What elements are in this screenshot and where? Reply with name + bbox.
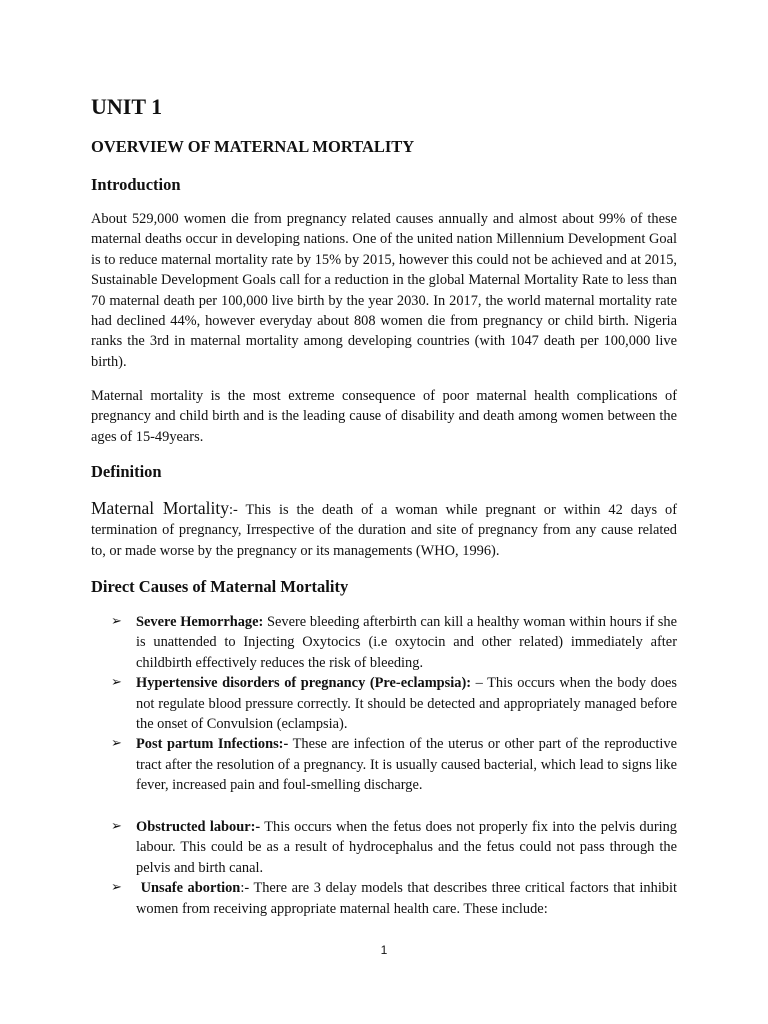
cause-term: Obstructed labour:- bbox=[136, 819, 261, 835]
arrow-bullet-icon: ➢ bbox=[111, 736, 122, 752]
unit-title: UNIT 1 bbox=[91, 94, 163, 119]
cause-term: Unsafe abortion bbox=[140, 880, 241, 897]
arrow-bullet-icon: ➢ bbox=[111, 675, 122, 691]
list-item bbox=[91, 817, 677, 878]
definition-heading: Definition bbox=[91, 462, 162, 481]
causes-list-part-2 bbox=[91, 817, 677, 919]
direct-causes-heading: Direct Causes of Maternal Mortality bbox=[91, 577, 349, 596]
cause-term: Severe Hemorrhage: bbox=[136, 614, 264, 630]
cause-text: Severe bleeding afterbirth can kill a healthy woman within hours if she is unattended to Injecting Oxytocics (i.e oxytocin and other related) immediately after childbirth effectively reduces the risk of bleeding. bbox=[136, 614, 677, 671]
list-item bbox=[91, 734, 677, 795]
introduction-heading: Introduction bbox=[91, 175, 181, 194]
cause-text: :- There are 3 delay models that describes three critical factors that inhibit women from receiving appropriate maternal health care. These include: bbox=[136, 880, 678, 917]
cause-term: Hypertensive disorders of pregnancy (Pre-eclampsia): bbox=[136, 675, 472, 692]
arrow-bullet-icon: ➢ bbox=[111, 614, 122, 629]
arrow-bullet-icon: ➢ bbox=[111, 880, 122, 896]
introduction-paragraph-1: About 529,000 women die from pregnancy related causes annually and almost about 99% of these maternal deaths occur in developing nations. One of the united nation Millennium Development Goal is to reduce maternal mortality rate by 15% by 2015, however this could not be achieved and at 2015, Sustainable Development Goals call for a reduction in the global Maternal Mortality Rate to less than 70 maternal death per 100,000 live birth by the year 2030. In 2017, the world maternal mortality rate had declined 44%, however everyday about 808 women die from pregnancy or child birth. Nigeria ranks the 3rd in maternal mortality among developing countries (with 1047 death per 100,000 live birth). bbox=[91, 211, 677, 370]
list-item bbox=[91, 612, 677, 673]
definition-text: :- This is the death of a woman while pregnant or within 42 days of termination of pregnancy, Irrespective of the duration and site of pregnancy from any cause related to, or made worse by the pregnancy or its managements (WHO, 1996). bbox=[91, 502, 677, 559]
list-item bbox=[91, 673, 677, 734]
causes-list-part-1 bbox=[91, 612, 677, 796]
introduction-paragraph-2: Maternal mortality is the most extreme consequence of poor maternal health complications of pregnancy and child birth and is the leading cause of disability and death among women between the ages of 15-49years. bbox=[91, 388, 677, 445]
arrow-bullet-icon: ➢ bbox=[111, 819, 122, 834]
list-item bbox=[91, 878, 677, 919]
definition-paragraph bbox=[91, 498, 677, 561]
cause-term: Post partum Infections:- bbox=[136, 736, 289, 753]
definition-term: Maternal Mortality bbox=[91, 498, 229, 518]
cause-text: These are infection of the uterus or other part of the reproductive tract after the resolution of a pregnancy. It is usually caused bacterial, which lead to signs like fever, increased pain and foul-smelling discharge. bbox=[136, 736, 677, 794]
cause-text: – This occurs when the body does not regulate blood pressure correctly. It should be detected and appropriately managed before the onset of Convulsion (eclampsia). bbox=[136, 675, 677, 733]
page-number: 1 bbox=[380, 943, 388, 957]
section-title: OVERVIEW OF MATERNAL MORTALITY bbox=[91, 137, 415, 156]
cause-text: This occurs when the fetus does not properly fix into the pelvis during labour. This could be as a result of hydrocephalus and the fetus could not pass through the pelvis and birth canal. bbox=[136, 819, 678, 876]
